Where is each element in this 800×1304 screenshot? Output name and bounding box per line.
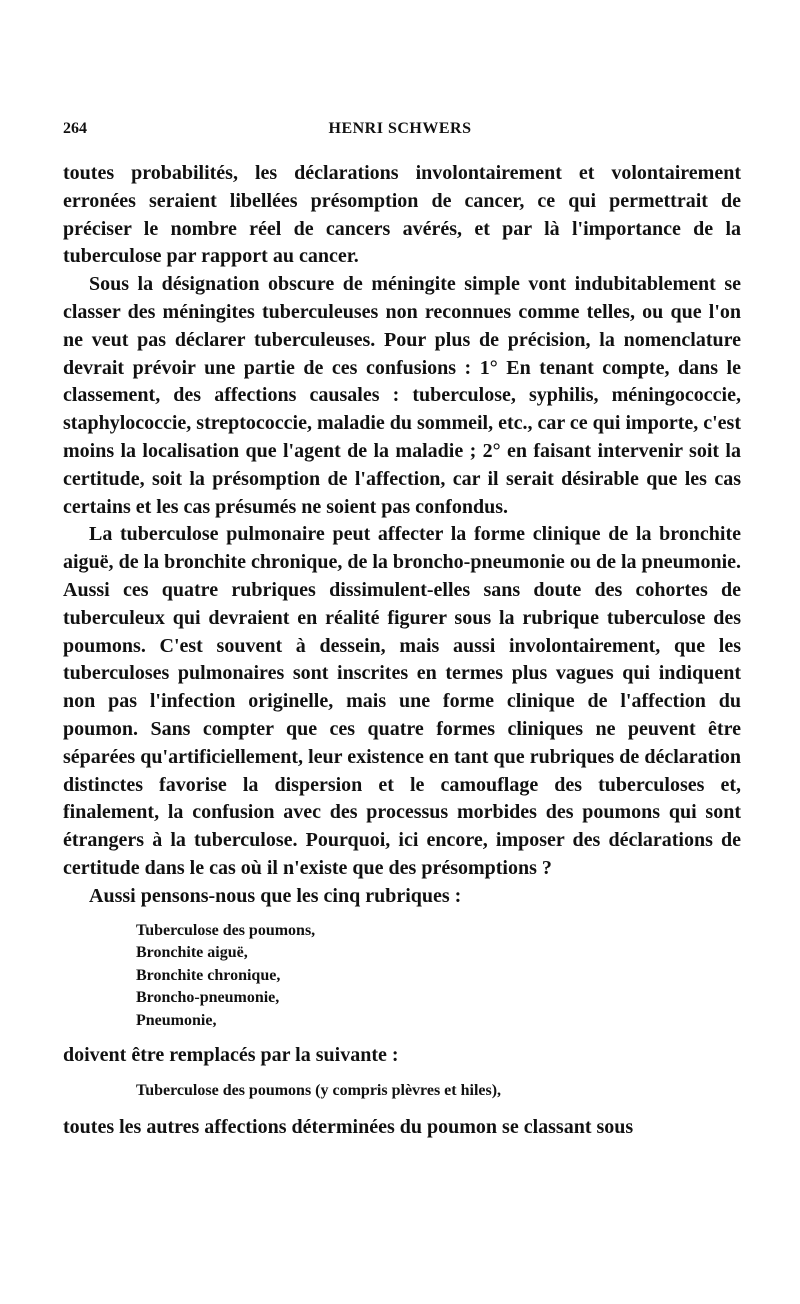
paragraph-cinq-rubriques: Aussi pensons-nous que les cinq rubriques :: [89, 884, 462, 907]
list-item: Broncho-pneumonie,: [136, 989, 280, 1007]
page-number: 264: [63, 120, 87, 137]
list-item: Bronchite chronique,: [136, 966, 281, 984]
running-title: HENRI SCHWERS: [328, 120, 472, 137]
running-head: [63, 120, 737, 142]
paragraph-continuation: toutes probabilités, les déclarations involontairement et volontairement erronées seraient libellées présomption de cancer, ce qui permettrait de préciser le nombre réel de cancers avérés, et par là l'importance de la tuberculose par rapport au cancer.: [63, 162, 741, 268]
paragraph-meningite: Sous la désignation obscure de méningite simple vont indubitablement se classer des méningites tuberculeuses non reconnues comme telles, ou que l'on ne veut pas déclarer tuberculeuses. Pour plus de précision, la nomenclature devrait prévoir une partie de ces confusions : 1° En tenant compte, dans le classement, des affections causales : tuberculose, syphilis, méningococcie, staphylococcie, streptococcie, maladie du sommeil, etc., car ce qui importe, c'est moins la localisation que l'agent de la maladie ; 2° en faisant intervenir soit la certitude, soit la présomption de l'affection, car il serait désirable que les cas certains et les cas présumés ne soient pas confondus.: [63, 273, 741, 518]
paragraph-remplacement: doivent être remplacés par la suivante :: [63, 1044, 399, 1067]
paragraph-final: toutes les autres affections déterminées du poumon se classant sous: [63, 1115, 634, 1138]
list-item: Pneumonie,: [136, 1011, 217, 1029]
replacement-rubrique: Tuberculose des poumons (y compris plèvres et hiles),: [136, 1081, 502, 1099]
rubriques-list: [136, 920, 741, 1033]
body-text: [63, 160, 741, 1142]
list-item: Bronchite aiguë,: [136, 944, 248, 962]
paragraph-tuberculose-pulmonaire: La tuberculose pulmonaire peut affecter la forme clinique de la bronchite aiguë, de la bronchite chronique, de la broncho-pneumonie ou de la pneumonie. Aussi ces quatre rubriques dissimulent-elles sans doute des cohortes de tuberculeux qui devraient en réalité figurer sous la rubrique tuberculose des poumons. C'est souvent à dessein, mais aussi involontairement, que les tuberculoses pulmonaires sont inscrites en termes plus vagues qui indiquent non pas l'infection originelle, mais une forme clinique de l'affection du poumon. Sans compter que ces quatre formes cliniques ne peuvent être séparées qu'artificiellement, leur existence en tant que rubriques de déclaration distinctes favorise la dispersion et le camouflage des tuberculoses et, finalement, la confusion avec des processus morbides des poumons qui sont étrangers à la tuberculose. Pourquoi, ici encore, imposer des déclarations de certitude dans le cas où il n'existe que des présomptions ?: [63, 523, 741, 879]
list-item: Tuberculose des poumons,: [136, 921, 316, 939]
